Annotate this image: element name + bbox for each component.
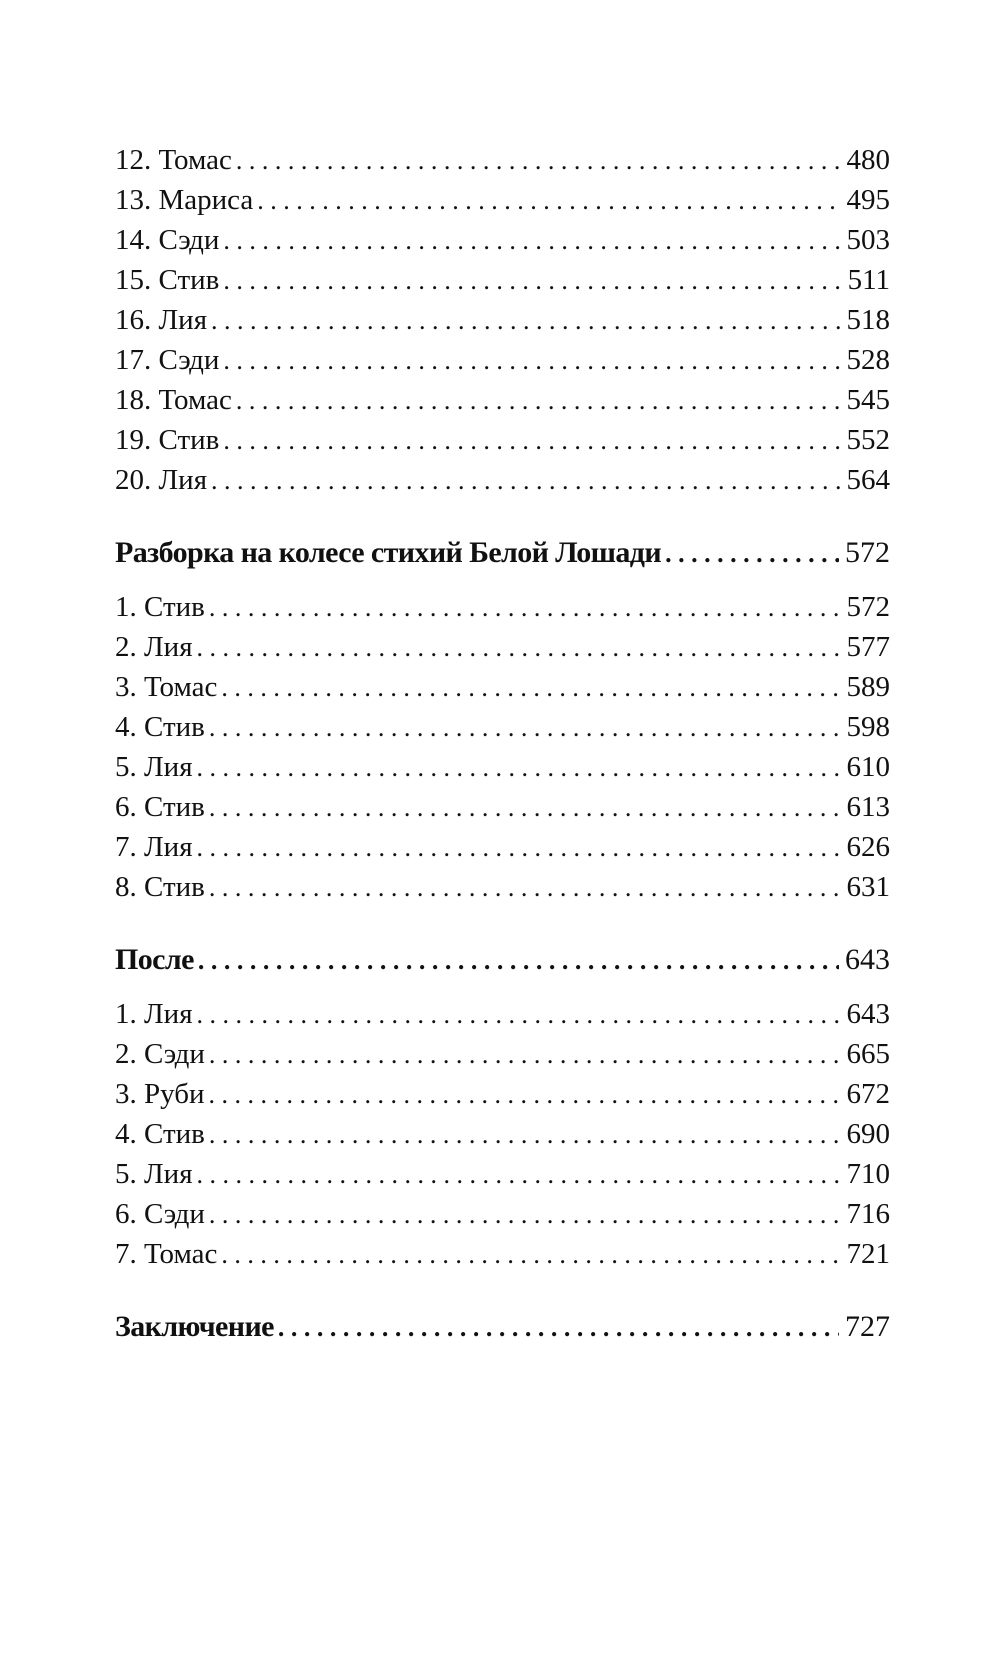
toc-entry-label: 16. Лия bbox=[115, 304, 208, 336]
dot-leader bbox=[278, 1308, 839, 1348]
toc-entry[interactable] bbox=[115, 787, 890, 827]
toc-entry-page: 572 bbox=[846, 591, 890, 623]
toc-entry-label: 8. Стив bbox=[115, 871, 205, 903]
toc-entry-label: 5. Лия bbox=[115, 751, 193, 783]
toc-entry[interactable] bbox=[115, 667, 890, 707]
dot-leader bbox=[198, 941, 839, 981]
toc-entry-page: 480 bbox=[846, 144, 890, 176]
toc-entry-label: 4. Стив bbox=[115, 1118, 205, 1150]
toc-entry-page: 528 bbox=[846, 344, 890, 376]
dot-leader bbox=[197, 995, 841, 1035]
dot-leader bbox=[221, 668, 840, 708]
toc-entry[interactable] bbox=[115, 1154, 890, 1194]
toc-entry-page: 672 bbox=[846, 1078, 890, 1110]
dot-leader bbox=[209, 588, 841, 628]
spacer bbox=[115, 907, 890, 940]
toc-entry[interactable] bbox=[115, 707, 890, 747]
dot-leader bbox=[197, 628, 841, 668]
dot-leader bbox=[211, 301, 840, 341]
toc-entry-page: 577 bbox=[846, 631, 890, 663]
spacer bbox=[115, 573, 890, 587]
toc-entry-label: 19. Стив bbox=[115, 424, 220, 456]
toc-entry-page: 589 bbox=[846, 671, 890, 703]
toc-entry-page: 564 bbox=[846, 464, 890, 496]
toc-entry-page: 631 bbox=[846, 871, 890, 903]
toc-entry[interactable] bbox=[115, 180, 890, 220]
toc-entry-label: 1. Лия bbox=[115, 998, 193, 1030]
toc-entry-label: 6. Сэди bbox=[115, 1198, 205, 1230]
toc-entry[interactable] bbox=[115, 1074, 890, 1114]
toc-entry-page: 710 bbox=[846, 1158, 890, 1190]
table-of-contents bbox=[115, 140, 890, 1347]
toc-entry-label: 13. Мариса bbox=[115, 184, 254, 216]
toc-entry-label: 15. Стив bbox=[115, 264, 220, 296]
spacer bbox=[115, 500, 890, 533]
toc-entry-page: 643 bbox=[846, 998, 890, 1030]
toc-entry[interactable] bbox=[115, 1234, 890, 1274]
toc-entry-label: 7. Томас bbox=[115, 1238, 218, 1270]
toc-entry-label: 2. Сэди bbox=[115, 1038, 205, 1070]
toc-entry-label: 2. Лия bbox=[115, 631, 193, 663]
dot-leader bbox=[209, 868, 841, 908]
toc-entry[interactable] bbox=[115, 260, 890, 300]
toc-entry-page: 503 bbox=[846, 224, 890, 256]
toc-entry-page: 518 bbox=[846, 304, 890, 336]
toc-section-heading[interactable] bbox=[115, 1307, 890, 1347]
toc-entry[interactable] bbox=[115, 587, 890, 627]
toc-entry-page: 598 bbox=[846, 711, 890, 743]
toc-entry-label: 17. Сэди bbox=[115, 344, 220, 376]
toc-entry-page: 511 bbox=[847, 264, 890, 296]
toc-entry[interactable] bbox=[115, 420, 890, 460]
toc-entry-label: 3. Руби bbox=[115, 1078, 205, 1110]
toc-entry-label: 18. Томас bbox=[115, 384, 232, 416]
dot-leader bbox=[223, 421, 840, 461]
toc-entry-page: 495 bbox=[846, 184, 890, 216]
toc-heading-label: После bbox=[115, 943, 194, 976]
toc-entry-page: 690 bbox=[846, 1118, 890, 1150]
toc-entry-label: 4. Стив bbox=[115, 711, 205, 743]
dot-leader bbox=[197, 1155, 841, 1195]
toc-entry-page: 545 bbox=[846, 384, 890, 416]
toc-heading-page: 572 bbox=[845, 536, 890, 569]
toc-entry-label: 14. Сэди bbox=[115, 224, 220, 256]
toc-entry[interactable] bbox=[115, 220, 890, 260]
toc-entry[interactable] bbox=[115, 340, 890, 380]
dot-leader bbox=[211, 461, 840, 501]
toc-section-chapters-12-20 bbox=[115, 140, 890, 500]
dot-leader bbox=[209, 1195, 841, 1235]
toc-entry[interactable] bbox=[115, 1114, 890, 1154]
toc-entry-page: 716 bbox=[846, 1198, 890, 1230]
dot-leader bbox=[209, 1035, 841, 1075]
dot-leader bbox=[209, 708, 841, 748]
toc-entry-label: 7. Лия bbox=[115, 831, 193, 863]
toc-entry-page: 721 bbox=[846, 1238, 890, 1270]
dot-leader bbox=[236, 381, 841, 421]
toc-entry[interactable] bbox=[115, 460, 890, 500]
toc-entry[interactable] bbox=[115, 1194, 890, 1234]
toc-entry-label: 12. Томас bbox=[115, 144, 232, 176]
toc-entry[interactable] bbox=[115, 140, 890, 180]
dot-leader bbox=[209, 1075, 841, 1115]
dot-leader bbox=[197, 748, 841, 788]
toc-entry[interactable] bbox=[115, 1034, 890, 1074]
toc-heading-label: Разборка на колесе стихий Белой Лошади bbox=[115, 536, 662, 569]
toc-entry-page: 552 bbox=[846, 424, 890, 456]
toc-entry-label: 1. Стив bbox=[115, 591, 205, 623]
toc-entry-page: 613 bbox=[846, 791, 890, 823]
toc-entry-page: 665 bbox=[846, 1038, 890, 1070]
toc-entry[interactable] bbox=[115, 867, 890, 907]
dot-leader bbox=[236, 141, 841, 181]
toc-section-white-horse bbox=[115, 533, 890, 907]
toc-entry-label: 20. Лия bbox=[115, 464, 208, 496]
dot-leader bbox=[209, 788, 841, 828]
spacer bbox=[115, 980, 890, 994]
toc-entry-label: 3. Томас bbox=[115, 671, 218, 703]
dot-leader bbox=[665, 534, 839, 574]
dot-leader bbox=[223, 341, 840, 381]
toc-entry[interactable] bbox=[115, 627, 890, 667]
toc-entry-page: 626 bbox=[846, 831, 890, 863]
toc-entry-label: 6. Стив bbox=[115, 791, 205, 823]
toc-entry[interactable] bbox=[115, 380, 890, 420]
toc-entry-page: 610 bbox=[846, 751, 890, 783]
spacer bbox=[115, 1274, 890, 1307]
dot-leader bbox=[197, 828, 841, 868]
toc-section-after bbox=[115, 940, 890, 1274]
toc-entry[interactable] bbox=[115, 300, 890, 340]
dot-leader bbox=[223, 221, 840, 261]
toc-section-heading[interactable] bbox=[115, 940, 890, 980]
dot-leader bbox=[223, 261, 841, 301]
toc-section-conclusion bbox=[115, 1307, 890, 1347]
toc-entry[interactable] bbox=[115, 994, 890, 1034]
toc-section-heading[interactable] bbox=[115, 533, 890, 573]
dot-leader bbox=[209, 1115, 841, 1155]
toc-heading-page: 727 bbox=[845, 1310, 890, 1343]
toc-heading-label: Заключение bbox=[115, 1310, 274, 1343]
toc-entry[interactable] bbox=[115, 747, 890, 787]
toc-entry[interactable] bbox=[115, 827, 890, 867]
toc-heading-page: 643 bbox=[845, 943, 890, 976]
dot-leader bbox=[221, 1235, 840, 1275]
toc-entry-label: 5. Лия bbox=[115, 1158, 193, 1190]
dot-leader bbox=[257, 181, 840, 221]
